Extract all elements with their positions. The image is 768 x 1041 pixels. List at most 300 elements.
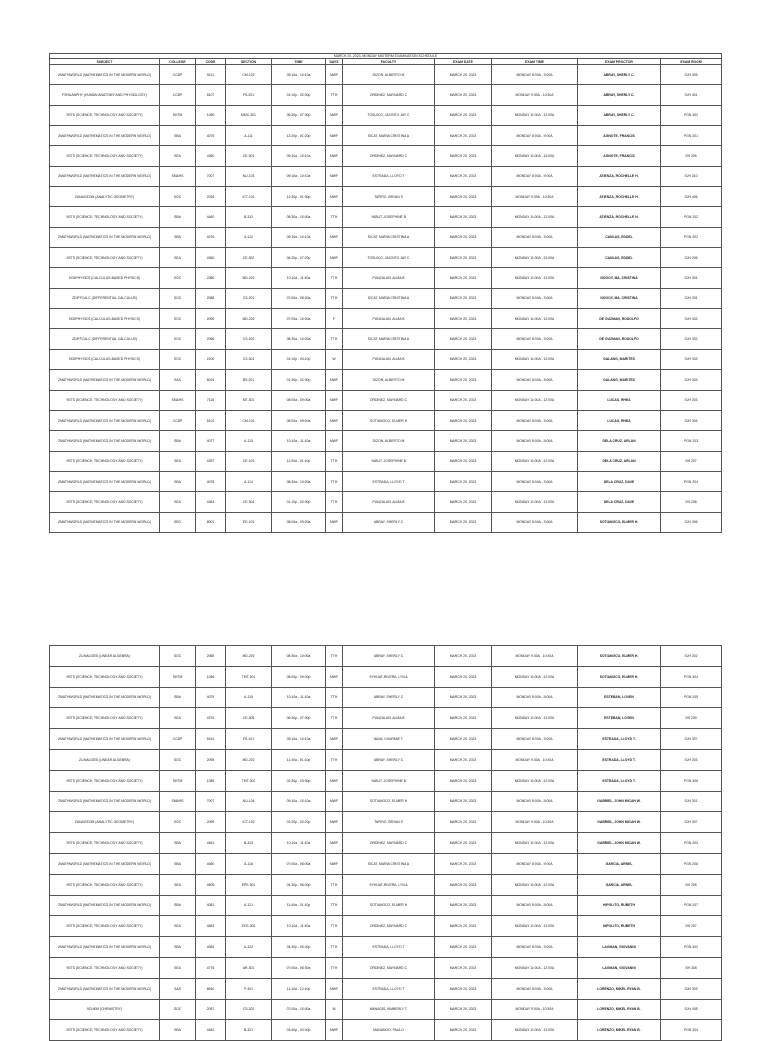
cell-college: SEA — [160, 248, 196, 268]
cell-college: SEA — [160, 451, 196, 471]
cell-section: CE-305 — [226, 708, 272, 729]
cell-days: TTH — [326, 937, 343, 958]
cell-code: 4081 — [196, 895, 226, 916]
cell-faculty: ORDINEZ, MAYNARD C — [343, 916, 435, 937]
column-header-subject: SUBJECT — [50, 59, 160, 65]
cell-exam-room: SJH 301 — [661, 288, 722, 308]
cell-time: 09:10a - 10:10a — [272, 227, 326, 247]
table-row — [50, 687, 722, 708]
cell-subject: 9CBPHYSICS (CALCULUS-BASED PHYSICS) — [50, 268, 160, 288]
cell-exam-proctor: GABRIEL, JOHN MICAH W. — [578, 833, 661, 854]
cell-time: 04:30p - 05:40p — [272, 937, 326, 958]
cell-section: MD-201 — [226, 646, 272, 667]
cell-time: 03:40p - 04:40p — [272, 1020, 326, 1041]
cell-exam-date: MARCH 20, 2023 — [435, 666, 492, 687]
schedule-title: MARCH 20, 2023, MONDAY MIDTERM EXAMINATION SCHEDULE — [50, 54, 722, 59]
cell-exam-proctor: LAGMAN, GIOVANNI — [578, 957, 661, 978]
cell-exam-proctor: ESTEBAN, LOVEN — [578, 687, 661, 708]
cell-exam-proctor: GALANG, MARITES — [578, 370, 661, 390]
cell-section: CS-202 — [226, 999, 272, 1020]
cell-college: SHTM — [160, 770, 196, 791]
cell-section: ECE-302 — [226, 916, 272, 937]
cell-exam-proctor: ABRAY, SHERLY C. — [578, 65, 661, 85]
cell-exam-time: MONDAY 8:00A - 9:00A — [492, 410, 578, 430]
cell-time: 06:20p - 07:20p — [272, 248, 326, 268]
cell-days: TTH — [326, 895, 343, 916]
cell-exam-proctor: SOTIANGCO, ELMER H. — [578, 512, 661, 532]
cell-exam-date: MARCH 20, 2023 — [435, 999, 492, 1020]
cell-time: 07:00a - 10:00a — [272, 999, 326, 1020]
cell-exam-time: MONDAY 8:00A - 9:00A — [492, 166, 578, 186]
cell-exam-proctor: ABRAY, SHERLY C. — [578, 105, 661, 125]
cell-code: 4776 — [196, 957, 226, 978]
cell-exam-date: MARCH 20, 2023 — [435, 248, 492, 268]
cell-subject: 9STS (SCIENCE, TECHNOLOGY AND SOCIETY) — [50, 248, 160, 268]
cell-time: 09:10a - 10:10a — [272, 166, 326, 186]
cell-exam-time: MONDAY 11:00A - 12:00A — [492, 349, 578, 369]
cell-code: 2088 — [196, 288, 226, 308]
cell-section: CM-101 — [226, 410, 272, 430]
cell-exam-time: MONDAY 11:00A - 12:00A — [492, 1020, 578, 1041]
cell-exam-time: MONDAY 11:00A - 12:00A — [492, 146, 578, 166]
cell-code: 4360 — [196, 248, 226, 268]
cell-code: 7007 — [196, 791, 226, 812]
cell-exam-date: MARCH 20, 2023 — [435, 146, 492, 166]
cell-college: SBA — [160, 937, 196, 958]
cell-exam-time: MONDAY 9:30A - 10:30A — [492, 749, 578, 770]
column-header-exam-room: EXAM ROOM — [661, 59, 722, 65]
cell-code: 2080 — [196, 268, 226, 288]
cell-college: SMAHS — [160, 791, 196, 812]
table-row — [50, 492, 722, 512]
cell-college: SMAHS — [160, 390, 196, 410]
cell-exam-time: MONDAY 8:00A - 9:00A — [492, 937, 578, 958]
cell-faculty: SICAT, MARIA CRISTINA A — [343, 227, 435, 247]
cell-college: SBA — [160, 853, 196, 874]
cell-exam-room: SJH 307 — [661, 729, 722, 750]
cell-section: B-313 — [226, 833, 272, 854]
cell-college: SOC — [160, 349, 196, 369]
cell-subject: ZDIFFCALC (DIFFERENTIAL CALCULUS) — [50, 329, 160, 349]
cell-days: TTH — [326, 874, 343, 895]
cell-exam-time: MONDAY 8:00A - 9:00A — [492, 687, 578, 708]
cell-exam-room: SJH 306 — [661, 512, 722, 532]
cell-exam-time: MONDAY 11:00A - 12:00A — [492, 105, 578, 125]
cell-exam-time: MONDAY 11:00A - 12:00A — [492, 268, 578, 288]
cell-college: SOC — [160, 329, 196, 349]
cell-time: 01:20p - 02:20p — [272, 812, 326, 833]
cell-section: AR-301 — [226, 957, 272, 978]
cell-time: 08:30a - 10:00a — [272, 646, 326, 667]
table-row — [50, 146, 722, 166]
cell-exam-proctor: GARCIA, ARNEL — [578, 874, 661, 895]
cell-college: SOC — [160, 999, 196, 1020]
cell-faculty: ABRAY, SHERLY C — [343, 749, 435, 770]
cell-exam-date: MARCH 20, 2023 — [435, 207, 492, 227]
cell-days: MWF — [326, 390, 343, 410]
table-row — [50, 390, 722, 410]
table-row — [50, 999, 722, 1020]
cell-subject: ZMATHWORLD (MATHEMATICS IN THE MODERN WORLD) — [50, 227, 160, 247]
cell-exam-time: MONDAY 8:00A - 9:00A — [492, 895, 578, 916]
cell-exam-time: MONDAY 9:30A - 10:30A — [492, 812, 578, 833]
cell-time: 08:30a - 10:00a — [272, 471, 326, 491]
schedule-table-page-1 — [49, 53, 722, 533]
cell-days: TTH — [326, 451, 343, 471]
table-row — [50, 227, 722, 247]
cell-exam-time: MONDAY 8:00A - 9:00A — [492, 329, 578, 349]
cell-faculty: SYHUAT-RIVERA, LYN A — [343, 666, 435, 687]
cell-days: MWF — [326, 166, 343, 186]
cell-faculty: PUNZALAN, ALMA B — [343, 708, 435, 729]
column-header-exam-date: EXAM DATE — [435, 59, 492, 65]
cell-code: 4079 — [196, 687, 226, 708]
cell-exam-proctor: ESTEBAN, LOVEN — [578, 708, 661, 729]
cell-exam-room: PGN 203 — [661, 431, 722, 451]
cell-exam-room: SJH 302 — [661, 646, 722, 667]
cell-faculty: SYHUAT-RIVERA, LYN A — [343, 874, 435, 895]
cell-days: MWF — [326, 105, 343, 125]
cell-exam-room: SJH 301 — [661, 268, 722, 288]
cell-code: 4461 — [196, 833, 226, 854]
cell-code: 8001 — [196, 512, 226, 532]
cell-college: CCBP — [160, 85, 196, 105]
cell-days: MWF — [326, 1020, 343, 1041]
table-row — [50, 791, 722, 812]
cell-code: 8040 — [196, 978, 226, 999]
cell-exam-date: MARCH 20, 2023 — [435, 126, 492, 146]
cell-section: EPE-301 — [226, 874, 272, 895]
cell-faculty: ABRAY, SHERLY C — [343, 646, 435, 667]
cell-exam-date: MARCH 20, 2023 — [435, 978, 492, 999]
cell-section: MD-201 — [226, 268, 272, 288]
cell-code: 4375 — [196, 708, 226, 729]
cell-exam-room: PGN 304 — [661, 666, 722, 687]
cell-subject: ZMATHWORLD (MATHEMATICS IN THE MODERN WORLD) — [50, 729, 160, 750]
cell-exam-proctor: AGNOTE, FRANCIS — [578, 146, 661, 166]
table-row — [50, 666, 722, 687]
cell-exam-room: SJH 406 — [661, 187, 722, 207]
cell-exam-room: SH 205 — [661, 874, 722, 895]
cell-time: 10:10a - 11:10a — [272, 431, 326, 451]
cell-days: MWF — [326, 146, 343, 166]
cell-college: SBA — [160, 687, 196, 708]
column-header-code: CODE — [196, 59, 226, 65]
cell-exam-date: MARCH 20, 2023 — [435, 410, 492, 430]
cell-subject: 9STS (SCIENCE, TECHNOLOGY AND SOCIETY) — [50, 708, 160, 729]
cell-exam-date: MARCH 20, 2023 — [435, 471, 492, 491]
cell-faculty: ESTRADA, LLOYD T — [343, 166, 435, 186]
cell-college: SEA — [160, 957, 196, 978]
cell-exam-date: MARCH 20, 2023 — [435, 812, 492, 833]
cell-time: 09:10a - 10:10a — [272, 146, 326, 166]
cell-section: CE-304 — [226, 492, 272, 512]
cell-code: 4078 — [196, 471, 226, 491]
cell-faculty: SICAT, MARIA CRISTINA A — [343, 126, 435, 146]
cell-exam-proctor: GABRIEL, JOHN MICAH W. — [578, 812, 661, 833]
cell-exam-date: MARCH 20, 2023 — [435, 1020, 492, 1041]
cell-exam-time: MONDAY 8:00A - 9:00A — [492, 978, 578, 999]
cell-subject: 9STS (SCIENCE, TECHNOLOGY AND SOCIETY) — [50, 207, 160, 227]
cell-section: A-113 — [226, 431, 272, 451]
cell-exam-room: PGN 202 — [661, 207, 722, 227]
cell-subject: ZMATHWORLD (MATHEMATICS IN THE MODERN WORLD) — [50, 937, 160, 958]
table-row — [50, 833, 722, 854]
cell-faculty: DIZON, ALBERTO M — [343, 431, 435, 451]
cell-time: 08:00a - 09:00a — [272, 390, 326, 410]
cell-college: SBA — [160, 471, 196, 491]
cell-section: A-112 — [226, 227, 272, 247]
table-row — [50, 410, 722, 430]
cell-exam-date: MARCH 20, 2023 — [435, 309, 492, 329]
cell-faculty: ESTRADA, LLOYD T — [343, 978, 435, 999]
cell-time: 12:20p - 01:20p — [272, 126, 326, 146]
table-row — [50, 126, 722, 146]
cell-code: 2095 — [196, 749, 226, 770]
cell-exam-time: MONDAY 11:00A - 12:00A — [492, 708, 578, 729]
cell-exam-proctor: DELA CRUZ, ARLAN — [578, 431, 661, 451]
cell-exam-time: MONDAY 8:00A - 9:00A — [492, 512, 578, 532]
cell-exam-room: SJH 206 — [661, 248, 722, 268]
cell-time: 07:00a - 08:00a — [272, 853, 326, 874]
cell-section: ICT-102 — [226, 812, 272, 833]
cell-time: 08:30a - 10:00a — [272, 329, 326, 349]
cell-exam-date: MARCH 20, 2023 — [435, 646, 492, 667]
cell-exam-time: MONDAY 8:00A - 9:00A — [492, 288, 578, 308]
cell-exam-date: MARCH 20, 2023 — [435, 749, 492, 770]
cell-faculty: YABUT, JOSEPHINE B — [343, 207, 435, 227]
cell-days: F — [326, 309, 343, 329]
cell-code: 5107 — [196, 85, 226, 105]
cell-subject: ZMATHWORLD (MATHEMATICS IN THE MODERN WORLD) — [50, 853, 160, 874]
cell-college: SBA — [160, 431, 196, 451]
cell-time: 12:30p - 01:30p — [272, 187, 326, 207]
cell-exam-room: PGN 207 — [661, 895, 722, 916]
cell-exam-time: MONDAY 8:00A - 9:00A — [492, 791, 578, 812]
cell-subject: ZMATHWORLD (MATHEMATICS IN THE MODERN WORLD) — [50, 166, 160, 186]
cell-code: 1080 — [196, 105, 226, 125]
cell-days: MWF — [326, 978, 343, 999]
table-row — [50, 729, 722, 750]
cell-exam-time: MONDAY 8:00A - 9:00A — [492, 431, 578, 451]
cell-time: 11:00a - 01:10p — [272, 451, 326, 471]
cell-section: MD-202 — [226, 749, 272, 770]
cell-college: SBA — [160, 126, 196, 146]
cell-section: MD-202 — [226, 309, 272, 329]
cell-faculty: ORDINEZ, MAYNARD C — [343, 146, 435, 166]
table-row — [50, 207, 722, 227]
schedule-body-page-2 — [50, 646, 722, 1041]
cell-exam-date: MARCH 20, 2023 — [435, 65, 492, 85]
cell-section: A-116 — [226, 853, 272, 874]
cell-exam-time: MONDAY 9:30A - 10:30A — [492, 646, 578, 667]
cell-subject: 9STS (SCIENCE, TECHNOLOGY AND SOCIETY) — [50, 146, 160, 166]
cell-code: 4364 — [196, 492, 226, 512]
cell-exam-room: SJH 310 — [661, 166, 722, 186]
cell-exam-proctor: SOTIANGCO, ELMER H. — [578, 666, 661, 687]
table-row — [50, 708, 722, 729]
table-row — [50, 65, 722, 85]
table-row — [50, 895, 722, 916]
cell-code: 4563 — [196, 916, 226, 937]
column-header-faculty: FACULTY — [343, 59, 435, 65]
cell-time: 01:10p - 02:30p — [272, 85, 326, 105]
cell-exam-date: MARCH 20, 2023 — [435, 833, 492, 854]
cell-subject: FSHUANPHY (HUMAN ANATOMY AND PHYSIOLOGY) — [50, 85, 160, 105]
cell-section: MMC-301 — [226, 105, 272, 125]
cell-exam-time: MONDAY 11:00A - 12:00A — [492, 957, 578, 978]
cell-exam-time: MONDAY 11:00A - 12:00A — [492, 390, 578, 410]
cell-exam-date: MARCH 20, 2023 — [435, 916, 492, 937]
cell-exam-proctor: DELA CRUZ, DAVE — [578, 492, 661, 512]
cell-time: 08:00p - 09:00p — [272, 666, 326, 687]
cell-time: 08:00a - 09:00a — [272, 512, 326, 532]
cell-section: TMT-302 — [226, 770, 272, 791]
cell-code: 1085 — [196, 770, 226, 791]
cell-subject: ZLINALGEB (LINEAR ALGEBRA) — [50, 749, 160, 770]
table-row — [50, 512, 722, 532]
cell-subject: 9STS (SCIENCE, TECHNOLOGY AND SOCIETY) — [50, 874, 160, 895]
cell-exam-room: SJH 303 — [661, 370, 722, 390]
cell-subject: ZMATHWORLD (MATHEMATICS IN THE MODERN WORLD) — [50, 126, 160, 146]
cell-exam-proctor: ESTRADA, LLOYD T. — [578, 770, 661, 791]
cell-faculty: TOSUICO, JACINTO JAY C — [343, 248, 435, 268]
cell-faculty: SICAT, MARIA CRISTINA A — [343, 853, 435, 874]
cell-section: BS-201 — [226, 370, 272, 390]
cell-exam-room: PGN 205 — [661, 687, 722, 708]
cell-exam-room: SJH 301 — [661, 791, 722, 812]
cell-faculty: PUNZALAN, ALMA B — [343, 492, 435, 512]
cell-exam-room: SJH 304 — [661, 410, 722, 430]
cell-college: SOC — [160, 268, 196, 288]
cell-faculty: TAPIRO, BRYAN S — [343, 187, 435, 207]
cell-days: MWF — [326, 248, 343, 268]
cell-exam-date: MARCH 20, 2023 — [435, 937, 492, 958]
cell-college: SOC — [160, 288, 196, 308]
cell-subject: ZMATHWORLD (MATHEMATICS IN THE MODERN WORLD) — [50, 471, 160, 491]
cell-time: 07:00a - 08:30a — [272, 288, 326, 308]
cell-subject: 9STS (SCIENCE, TECHNOLOGY AND SOCIETY) — [50, 770, 160, 791]
cell-section: FS-201 — [226, 85, 272, 105]
cell-days: MWF — [326, 431, 343, 451]
cell-days: TTH — [326, 288, 343, 308]
cell-exam-date: MARCH 20, 2023 — [435, 512, 492, 532]
cell-days: MWF — [326, 126, 343, 146]
cell-code: 4360 — [196, 146, 226, 166]
cell-exam-room: SJH 401 — [661, 85, 722, 105]
table-row — [50, 957, 722, 978]
cell-exam-proctor: GABRIEL, JOHN MICAH W. — [578, 791, 661, 812]
cell-faculty: PUNZALAN, ALMA B — [343, 349, 435, 369]
cell-college: SAS — [160, 370, 196, 390]
cell-exam-time: MONDAY 11:00A - 12:00A — [492, 309, 578, 329]
cell-exam-date: MARCH 20, 2023 — [435, 895, 492, 916]
table-row — [50, 471, 722, 491]
cell-section: MT-301 — [226, 390, 272, 410]
cell-time: 01:30p - 02:30p — [272, 370, 326, 390]
cell-college: CCBP — [160, 729, 196, 750]
table-row — [50, 268, 722, 288]
cell-faculty: ABRAY, SHERLY C — [343, 687, 435, 708]
cell-exam-time: MONDAY 11:00A - 12:00A — [492, 248, 578, 268]
cell-subject: 9STS (SCIENCE, TECHNOLOGY AND SOCIETY) — [50, 666, 160, 687]
cell-exam-proctor: ATIENZA, ROCHELLE H. — [578, 207, 661, 227]
cell-section: CS-202 — [226, 329, 272, 349]
cell-days: TTH — [326, 492, 343, 512]
cell-faculty: ESTRADA, LLOYD T — [343, 937, 435, 958]
cell-exam-room: SJH 302 — [661, 309, 722, 329]
cell-code: 4076 — [196, 227, 226, 247]
cell-exam-room: SJH 303 — [661, 390, 722, 410]
table-row — [50, 187, 722, 207]
cell-college: SHTM — [160, 666, 196, 687]
cell-exam-proctor: DE GUZMAN, RODOLFO — [578, 309, 661, 329]
cell-exam-time: MONDAY 11:00A - 12:00A — [492, 207, 578, 227]
column-header-days: DAYS — [326, 59, 343, 65]
cell-section: B-312 — [226, 207, 272, 227]
cell-exam-room: SJH 408 — [661, 999, 722, 1020]
cell-section: ICT-101 — [226, 187, 272, 207]
cell-faculty: ESTRADA, LLOYD T — [343, 471, 435, 491]
cell-college: SBA — [160, 1020, 196, 1041]
cell-exam-room: PGN 302 — [661, 105, 722, 125]
cell-exam-room: SJH 303 — [661, 978, 722, 999]
cell-exam-date: MARCH 20, 2023 — [435, 492, 492, 512]
cell-college: SOC — [160, 309, 196, 329]
cell-days: MWF — [326, 410, 343, 430]
column-header-time: TIME — [272, 59, 326, 65]
cell-faculty: NAVA, CHARMIE T. — [343, 729, 435, 750]
cell-exam-proctor: ESTRADA, LLOYD T. — [578, 749, 661, 770]
cell-exam-date: MARCH 20, 2023 — [435, 329, 492, 349]
cell-exam-time: MONDAY 8:00A - 9:00A — [492, 729, 578, 750]
cell-time: 07:00a - 10:00a — [272, 309, 326, 329]
cell-faculty: ORDINEZ, MAYNARD C — [343, 85, 435, 105]
cell-days: TTH — [326, 916, 343, 937]
cell-exam-date: MARCH 20, 2023 — [435, 268, 492, 288]
cell-time: 09:10a - 10:10a — [272, 65, 326, 85]
table-row — [50, 431, 722, 451]
cell-time: 08:00a - 09:00a — [272, 410, 326, 430]
cell-exam-room: PGN 206 — [661, 853, 722, 874]
cell-exam-proctor: ESTRADA, LLOYD T. — [578, 729, 661, 750]
cell-code: 5111 — [196, 65, 226, 85]
cell-time: 09:10a - 10:10a — [272, 729, 326, 750]
cell-exam-date: MARCH 20, 2023 — [435, 349, 492, 369]
table-row — [50, 978, 722, 999]
cell-section: NU-103 — [226, 166, 272, 186]
cell-exam-date: MARCH 20, 2023 — [435, 451, 492, 471]
cell-exam-date: MARCH 20, 2023 — [435, 105, 492, 125]
cell-time: 02:30p - 03:30p — [272, 770, 326, 791]
table-row — [50, 451, 722, 471]
cell-exam-room: PGN 306 — [661, 770, 722, 791]
cell-code: 4082 — [196, 937, 226, 958]
cell-section: CS-201 — [226, 288, 272, 308]
cell-section: NU-104 — [226, 791, 272, 812]
cell-exam-time: MONDAY 8:00A - 9:00A — [492, 65, 578, 85]
table-row — [50, 288, 722, 308]
cell-time: 10:10a - 11:40a — [272, 268, 326, 288]
cell-exam-date: MARCH 20, 2023 — [435, 187, 492, 207]
cell-code: 8024 — [196, 370, 226, 390]
cell-faculty: SICAT, MARIA CRISTINA A — [343, 288, 435, 308]
cell-section: P-301 — [226, 978, 272, 999]
cell-code: 2085 — [196, 646, 226, 667]
column-header-exam-time: EXAM TIME — [492, 59, 578, 65]
cell-exam-time: MONDAY 9:30A - 10:30A — [492, 999, 578, 1020]
cell-exam-room: PGN 302 — [661, 937, 722, 958]
